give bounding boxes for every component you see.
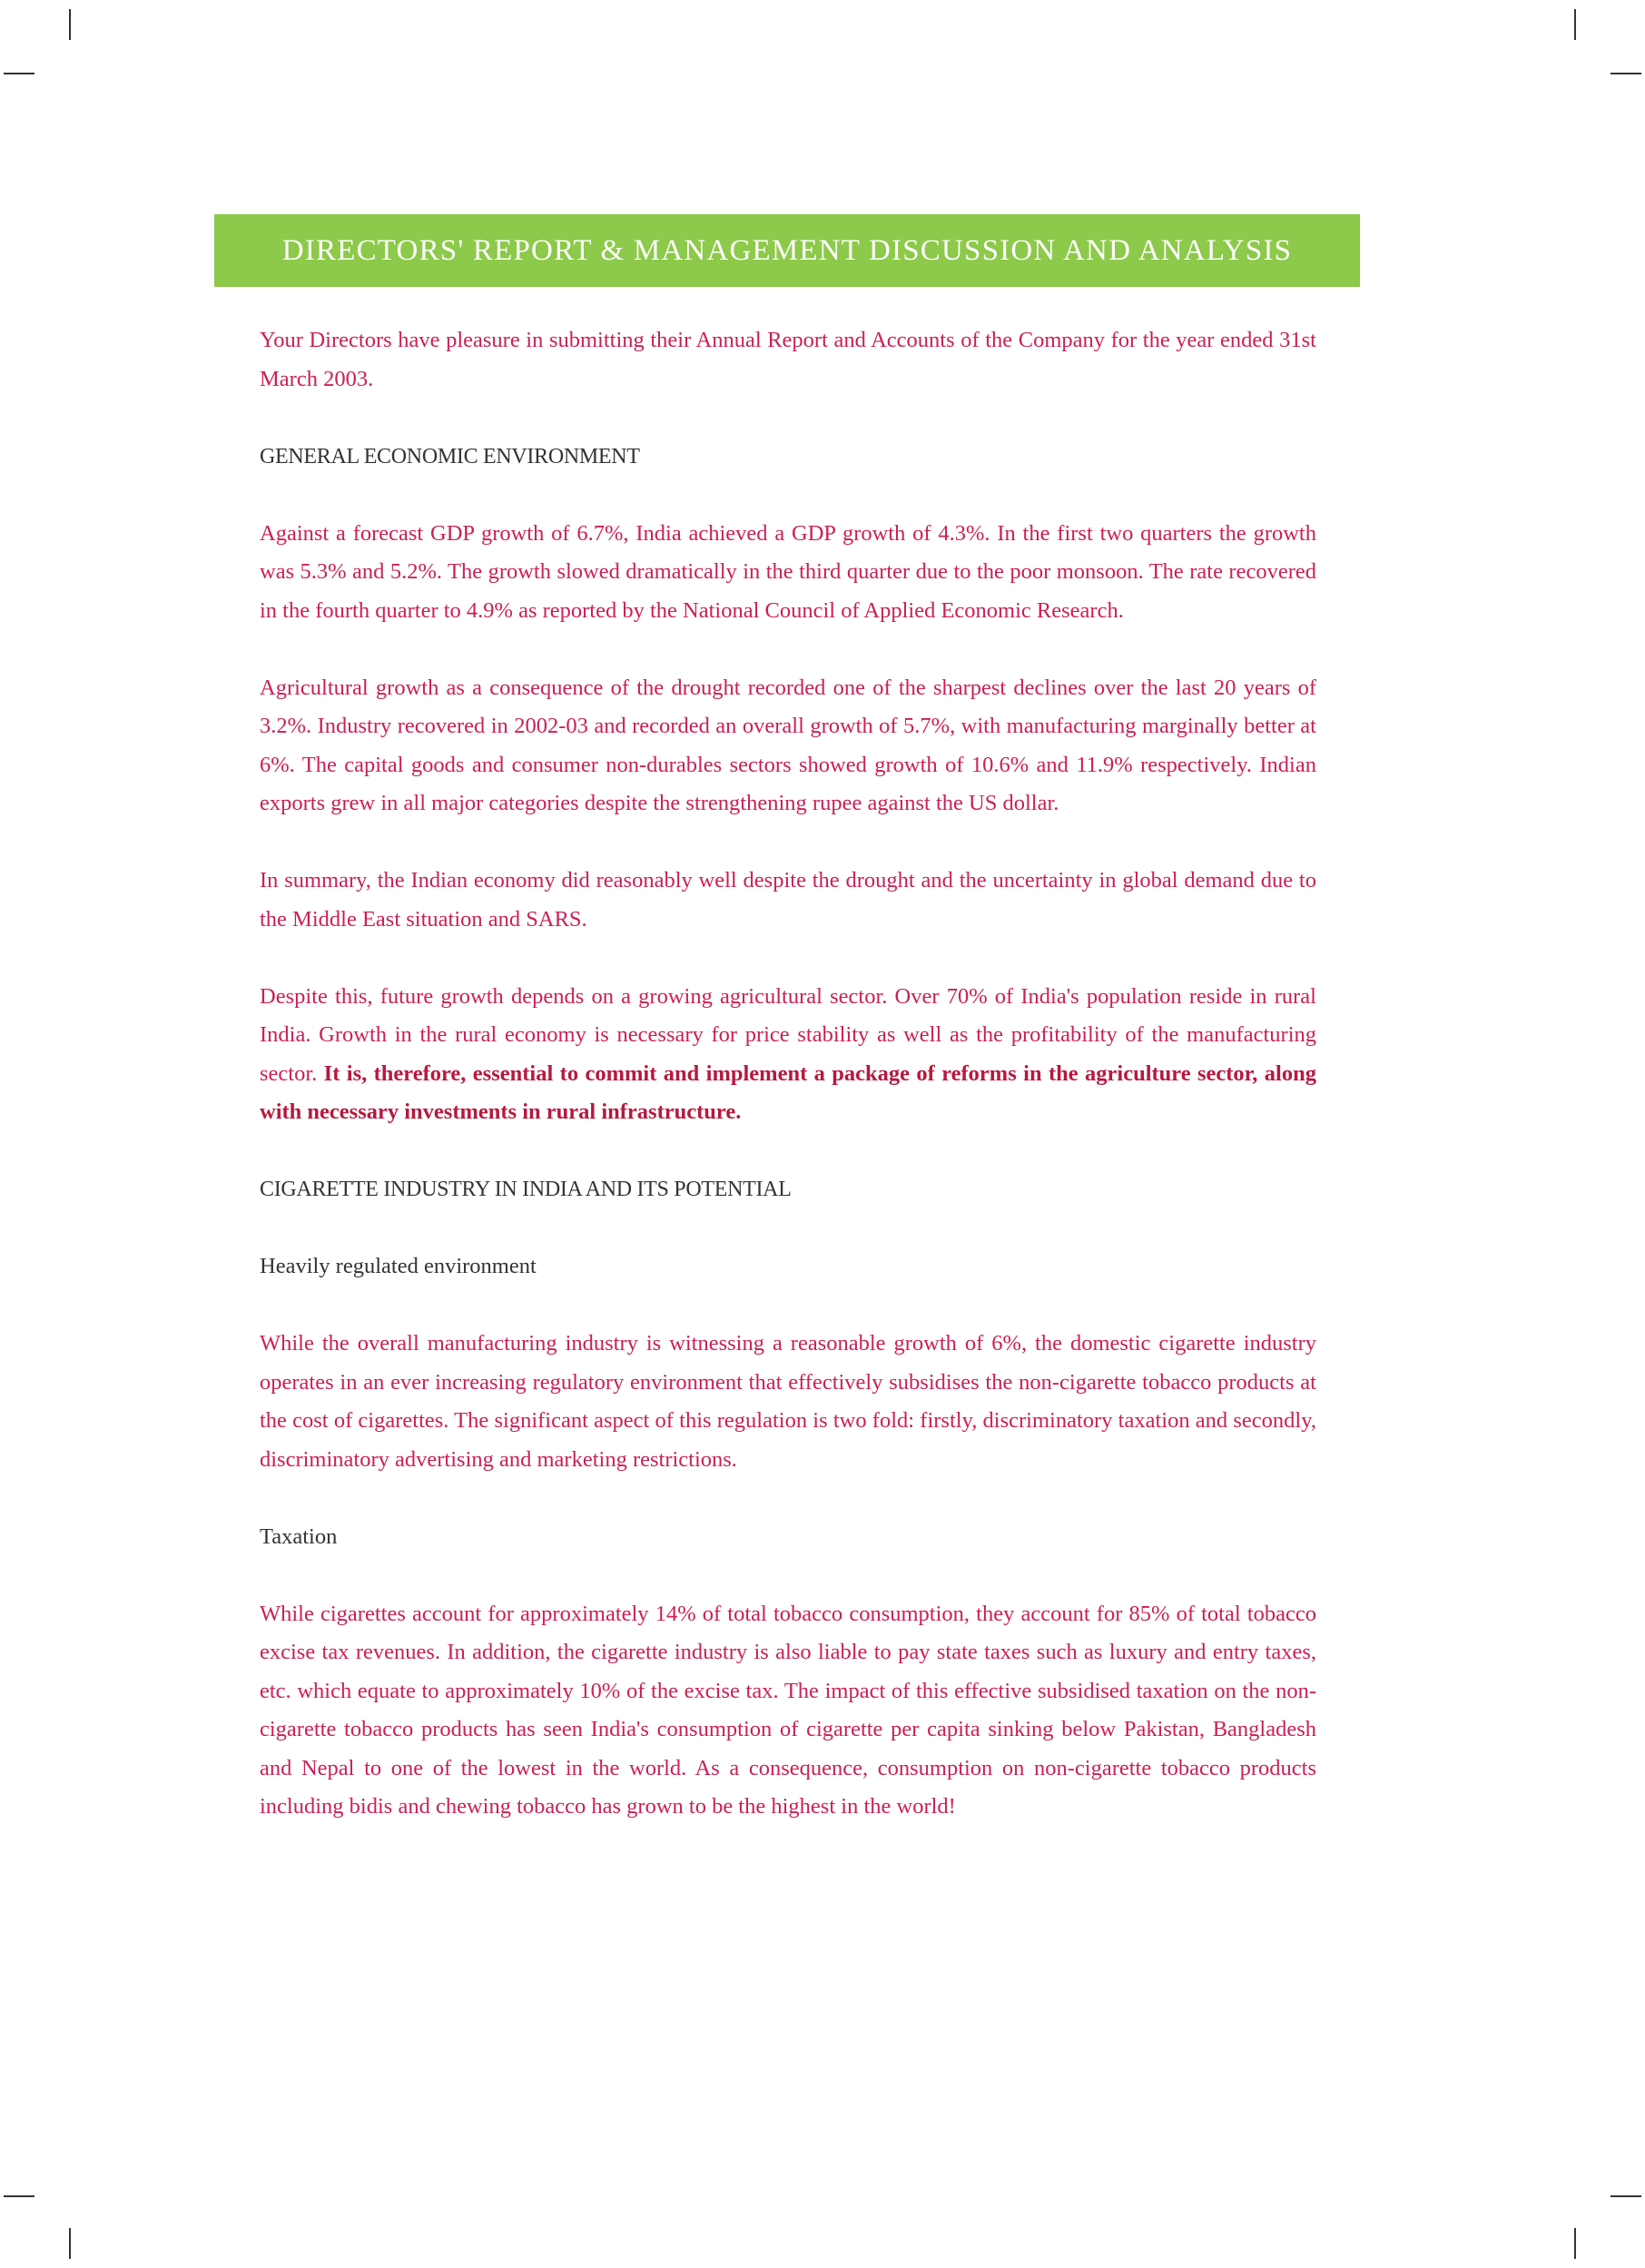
page-title: DIRECTORS' REPORT & MANAGEMENT DISCUSSION AND ANALYSIS [281, 233, 1293, 267]
intro-paragraph: Your Directors have pleasure in submitting their Annual Report and Accounts of the Company for the year ended 31st March 2003. [260, 328, 1316, 391]
future-growth-paragraph [260, 978, 1316, 1132]
taxation-paragraph: While cigarettes account for approximately 14% of total tobacco consumption, they account for 85% of total tobacco excise tax revenues. In addition, the cigarette industry is also liable to pay state taxes such as luxury and entry taxes, etc. which equate to approximately 10% of the excise tax. The impact of this effective subsidised taxation on the non-cigarette tobacco products has seen India's consumption of cigarette per capita sinking below Pakistan, Bangladesh and Nepal to one of the lowest in the world. As a consequence, consumption on non-cigarette tobacco products including bidis and chewing tobacco has grown to be the highest in the world! [260, 1601, 1316, 1819]
subheading-regulated-environment: Heavily regulated environment [260, 1254, 537, 1278]
section-heading-general-economic-environment: GENERAL ECONOMIC ENVIRONMENT [260, 444, 640, 468]
crop-mark-top-right-horizontal [1611, 73, 1641, 74]
crop-mark-bottom-right-horizontal [1611, 2195, 1641, 2197]
crop-mark-top-left-vertical [69, 9, 71, 40]
crop-mark-top-right-vertical [1574, 9, 1576, 40]
crop-mark-bottom-left-horizontal [4, 2195, 34, 2197]
crop-mark-bottom-right-vertical [1574, 2228, 1576, 2259]
reforms-emphasis-text: It is, therefore, essential to commit and implement a package of reforms in the agriculture sector, along with necessary investments in rural infrastructure. [260, 1060, 1316, 1124]
crop-mark-bottom-left-vertical [69, 2228, 71, 2259]
regulation-paragraph: While the overall manufacturing industry is witnessing a reasonable growth of 6%, the domestic cigarette industry operates in an ever increasing regulatory environment that effectively subsidises the non-cigarette tobacco products at the cost of cigarettes. The significant aspect of this regulation is two fold: firstly, discriminatory taxation and secondly, discriminatory advertising and marketing restrictions. [260, 1331, 1316, 1472]
report-body [260, 321, 1316, 1865]
crop-mark-top-left-horizontal [4, 73, 34, 74]
title-banner [214, 214, 1360, 287]
section-heading-cigarette-industry: CIGARETTE INDUSTRY IN INDIA AND ITS POTENTIAL [260, 1178, 792, 1201]
subheading-taxation: Taxation [260, 1524, 338, 1549]
agricultural-growth-paragraph: Agricultural growth as a consequence of the drought recorded one of the sharpest declines over the last 20 years of 3.2%. Industry recovered in 2002-03 and recorded an overall growth of 5.7%, with manufacturing marginally better at 6%. The capital goods and consumer non-durables sectors showed growth of 10.6% and 11.9% respectively. Indian exports grew in all major categories despite the strengthening rupee against the US dollar. [260, 675, 1316, 815]
summary-paragraph: In summary, the Indian economy did reasonably well despite the drought and the uncertainty in global demand due to the Middle East situation and SARS. [260, 868, 1316, 932]
gdp-growth-paragraph: Against a forecast GDP growth of 6.7%, India achieved a GDP growth of 4.3%. In the first two quarters the growth was 5.3% and 5.2%. The growth slowed dramatically in the third quarter due to the poor monsoon. The rate recovered in the fourth quarter to 4.9% as reported by the National Council of Applied Economic Research. [260, 520, 1316, 623]
future-growth-text: Despite this, future growth depends on a growing agricultural sector. Over 70% of India's population reside in rural India. Growth in the rural economy is necessary for price stability as well as the profitability of the manufacturing sector. [260, 983, 1316, 1086]
